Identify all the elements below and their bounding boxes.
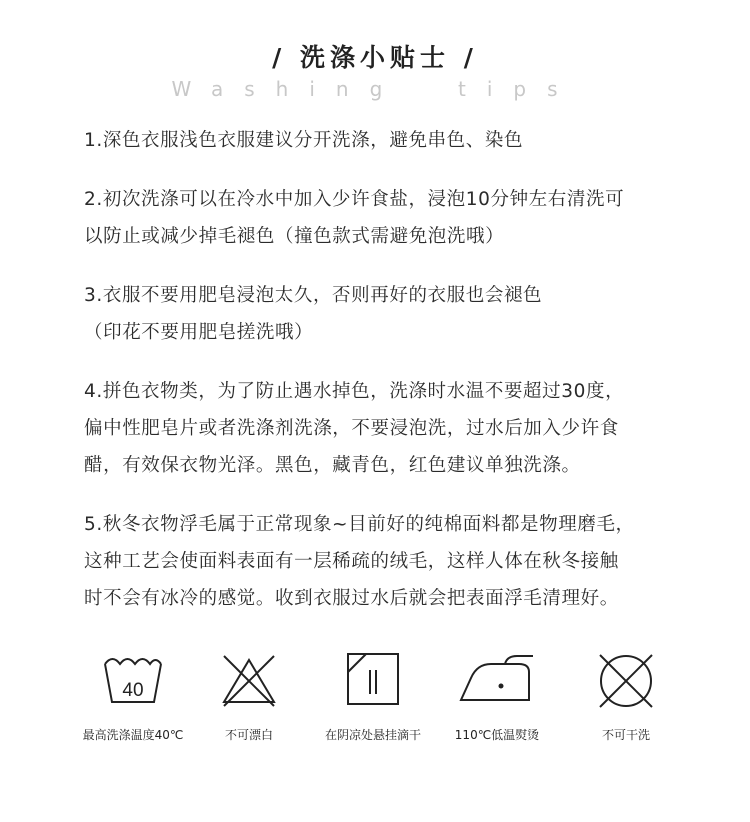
care-item-wash xyxy=(68,650,198,743)
care-label-wash: 最高洗涤温度40℃ xyxy=(82,728,184,742)
tip-5-line-1: 5.秋冬衣物浮毛属于正常现象~目前好的纯棉面料都是物理磨毛， xyxy=(84,514,635,535)
tip-item-2 xyxy=(84,181,684,255)
care-label-line-dry: 在阴凉处悬挂滴干 xyxy=(324,728,421,742)
tip-item-5 xyxy=(84,506,684,617)
tip-2-line-1: 2.初次洗涤可以在冷水中加入少许食盐，浸泡10分钟左右清洗可 xyxy=(84,189,625,210)
care-symbols xyxy=(0,650,750,760)
no-dry-clean-icon xyxy=(595,650,657,712)
tip-5-line-3: 时不会有冰冷的感觉。收到衣服过水后就会把表面浮毛清理好。 xyxy=(84,588,619,609)
line-dry-shade-icon xyxy=(342,650,404,708)
care-label-no-dry-clean: 不可干洗 xyxy=(601,728,650,742)
care-label-no-bleach: 不可漂白 xyxy=(224,728,273,742)
tip-item-4 xyxy=(84,373,684,484)
tips-list xyxy=(84,122,684,639)
no-bleach-icon xyxy=(218,650,280,708)
page-title: / 洗涤小贴士 / xyxy=(272,43,478,72)
tip-3-line-2: （印花不要用肥皂搓洗哦） xyxy=(84,322,314,343)
wash-40-icon xyxy=(102,650,164,708)
tip-2-line-2: 以防止或减少掉毛褪色（撞色款式需避免泡洗哦） xyxy=(84,226,505,247)
tip-3-line-1: 3.衣服不要用肥皂浸泡太久，否则再好的衣服也会褪色 xyxy=(84,285,543,306)
tip-4-line-2: 偏中性肥皂片或者洗涤剂洗涤，不要浸泡洗，过水后加入少许食 xyxy=(84,418,619,439)
tip-5-line-2: 这种工艺会使面料表面有一层稀疏的绒毛，这样人体在秋冬接触 xyxy=(84,551,619,572)
page-subtitle: Washing tips xyxy=(171,77,579,101)
tip-4-line-3: 醋，有效保衣物光泽。黑色，藏青色，红色建议单独洗涤。 xyxy=(84,455,581,476)
tip-1-line-1: 1.深色衣服浅色衣服建议分开洗涤，避免串色、染色 xyxy=(84,130,524,151)
tip-4-line-1: 4.拼色衣物类，为了防止遇水掉色，洗涤时水温不要超过30度， xyxy=(84,381,625,402)
care-item-no-bleach xyxy=(184,650,314,743)
tip-item-1 xyxy=(84,122,684,159)
tip-item-3 xyxy=(84,277,684,351)
care-label-iron: 110℃低温熨烫 xyxy=(454,728,540,742)
care-item-no-dry-clean xyxy=(561,650,691,743)
care-item-line-dry xyxy=(308,650,438,743)
wash-temperature-number: 40 xyxy=(122,680,144,701)
care-item-iron xyxy=(432,650,562,743)
iron-low-icon xyxy=(457,650,537,708)
